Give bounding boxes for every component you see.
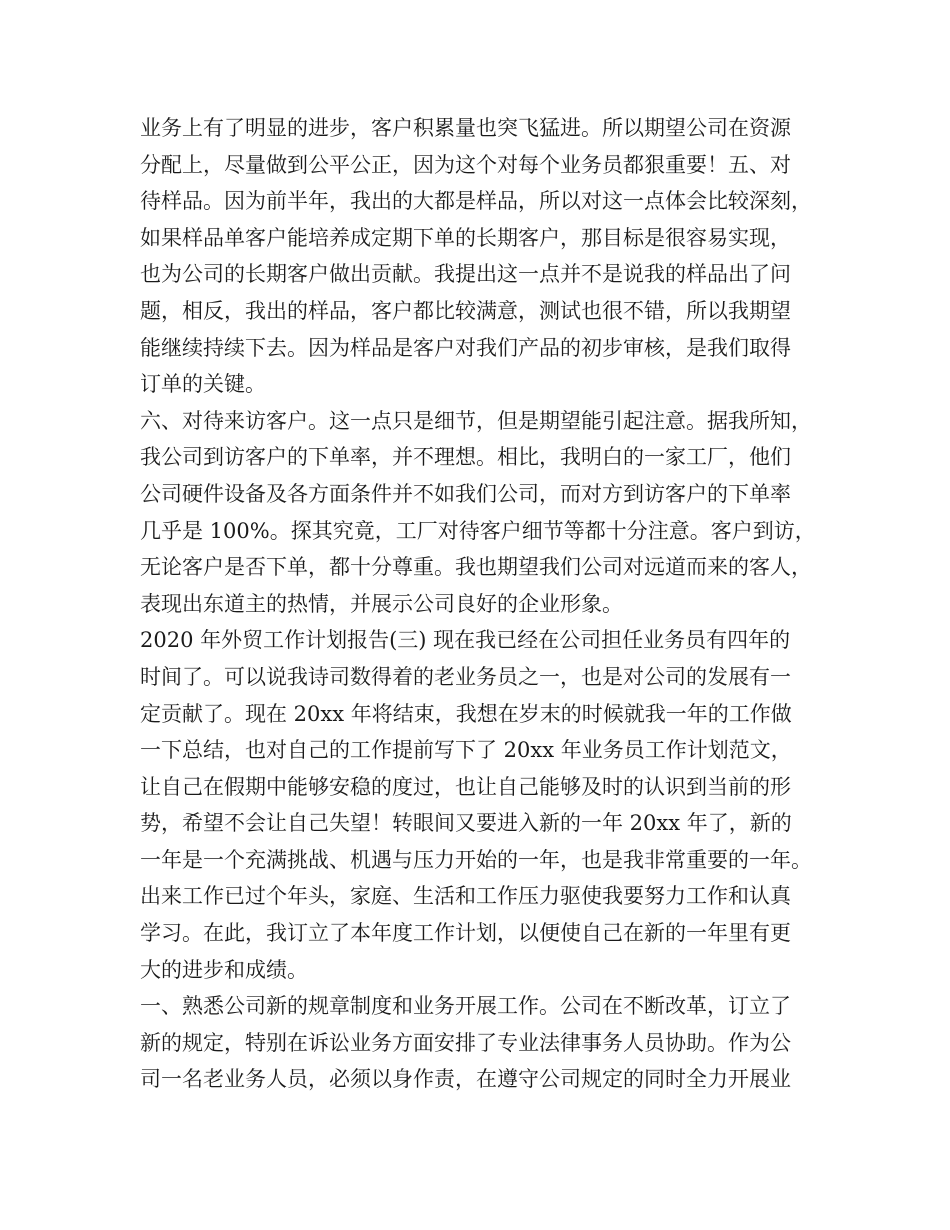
text-line: 我公司到访客户的下单率，并不理想。相比，我明白的一家工厂，他们 (140, 445, 791, 470)
text-line: 一年是一个充满挑战、机遇与压力开始的一年，也是我非常重要的一年。 (140, 847, 812, 872)
text-line: 无论客户是否下单，都十分尊重。我也期望我们公司对远道而来的客人， (140, 555, 812, 580)
text-line: 2020 年外贸工作计划报告(三) 现在我已经在公司担任业务员有四年的 (140, 628, 791, 653)
text-line: 也为公司的长期客户做出贡献。我提出这一点并不是说我的样品出了问 (140, 262, 791, 287)
text-line: 公司硬件设备及各方面条件并不如我们公司，而对方到访客户的下单率 (140, 481, 791, 506)
text-line: 几乎是 100%。探其究竟，工厂对待客户细节等都十分注意。客户到访， (140, 518, 816, 543)
text-line: 如果样品单客户能培养成定期下单的长期客户，那目标是很容易实现， (140, 225, 791, 250)
text-line: 业务上有了明显的进步，客户积累量也突飞猛进。所以期望公司在资源 (140, 116, 791, 140)
text-line: 六、对待来访客户。这一点只是细节，但是期望能引起注意。据我所知， (140, 408, 812, 433)
text-line: 势，希望不会让自己失望！转眼间又要进入新的一年 20xx 年了，新的 (140, 811, 792, 836)
text-line: 一、熟悉公司新的规章制度和业务开展工作。公司在不断改革，订立了 (140, 994, 791, 1019)
text-line: 时间了。可以说我诗司数得着的老业务员之一，也是对公司的发展有一 (140, 664, 791, 689)
text-line: 分配上，尽量做到公平公正，因为这个对每个业务员都狠重要！五、对 (140, 152, 791, 177)
text-line: 题，相反，我出的样品，客户都比较满意，测试也很不错，所以我期望 (140, 298, 791, 323)
text-line: 学习。在此，我订立了本年度工作计划，以便使自己在新的一年里有更 (140, 921, 791, 946)
text-line: 订单的关键。 (140, 372, 266, 397)
body-text (140, 110, 840, 1098)
text-line: 出来工作已过个年头，家庭、生活和工作压力驱使我要努力工作和认真 (140, 884, 791, 909)
text-line: 定贡献了。现在 20xx 年将结束，我想在岁末的时候就我一年的工作做 (140, 701, 792, 726)
text-line: 新的规定，特别在诉讼业务方面安排了专业法律事务人员协助。作为公 (140, 1030, 791, 1055)
text-line: 让自己在假期中能够安稳的度过，也让自己能够及时的认识到当前的形 (140, 774, 791, 799)
text-line: 司一名老业务人员，必须以身作责，在遵守公司规定的同时全力开展业 (140, 1067, 791, 1092)
text-line: 一下总结，也对自己的工作提前写下了 20xx 年业务员工作计划范文， (140, 738, 792, 763)
text-line: 大的进步和成绩。 (140, 957, 308, 982)
text-line: 待样品。因为前半年，我出的大都是样品，所以对这一点体会比较深刻， (140, 189, 812, 214)
text-line: 表现出东道主的热情，并展示公司良好的企业形象。 (140, 591, 623, 616)
text-line: 能继续持续下去。因为样品是客户对我们产品的初步审核，是我们取得 (140, 335, 791, 360)
